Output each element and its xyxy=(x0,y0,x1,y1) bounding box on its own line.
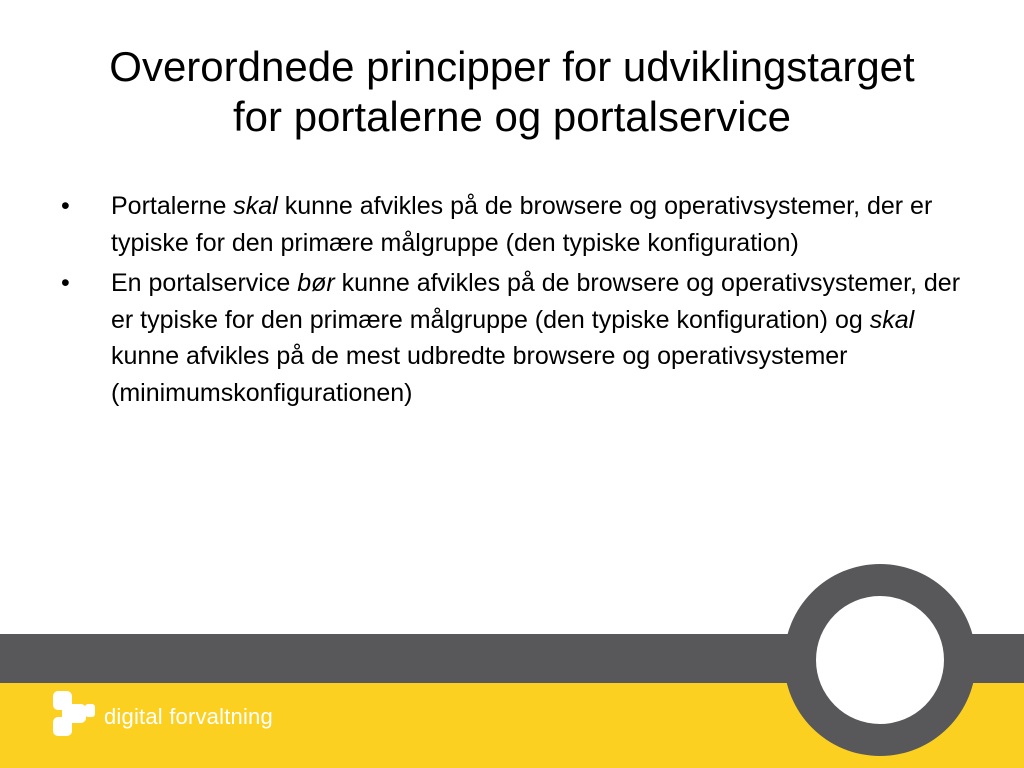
bullet-text xyxy=(111,269,960,407)
slide-title-line-1: Overordnede principper for udviklingstarget xyxy=(109,43,915,90)
bullet-text-run: kunne afvikles på de browsere og operativsystemer, der er typiske for den primære målgruppe (den typiske konfiguration) og xyxy=(111,269,961,334)
decorative-ring-center xyxy=(816,596,944,724)
slide-title-line-2: for portalerne og portalservice xyxy=(233,93,791,140)
bullet-item xyxy=(58,188,978,261)
bullet-text-run: En portalservice xyxy=(111,269,298,297)
bullet-text-run: kunne afvikles på de mest udbredte browsere og operativsystemer (minimumskonfigurationen) xyxy=(111,342,848,407)
bullet-text-run: kunne afvikles på de browsere og operativsystemer, der er typiske for den primære målgruppe (den typiske konfiguration) xyxy=(111,192,933,257)
bullet-text-emphasis: skal xyxy=(233,192,278,220)
bullet-text-emphasis: skal xyxy=(869,305,915,334)
bullet-text-run: Portalerne xyxy=(111,192,234,220)
bullet-marker: • xyxy=(61,192,70,220)
bullet-text-emphasis: bør xyxy=(297,269,335,297)
bullet-text xyxy=(111,192,932,257)
slide-title xyxy=(40,42,984,142)
bullet-marker: • xyxy=(61,269,70,297)
bullet-list xyxy=(58,188,978,415)
logo-wordmark: digital forvaltning xyxy=(104,704,273,729)
digital-forvaltning-logo-icon xyxy=(52,690,104,742)
bullet-item xyxy=(58,265,978,411)
